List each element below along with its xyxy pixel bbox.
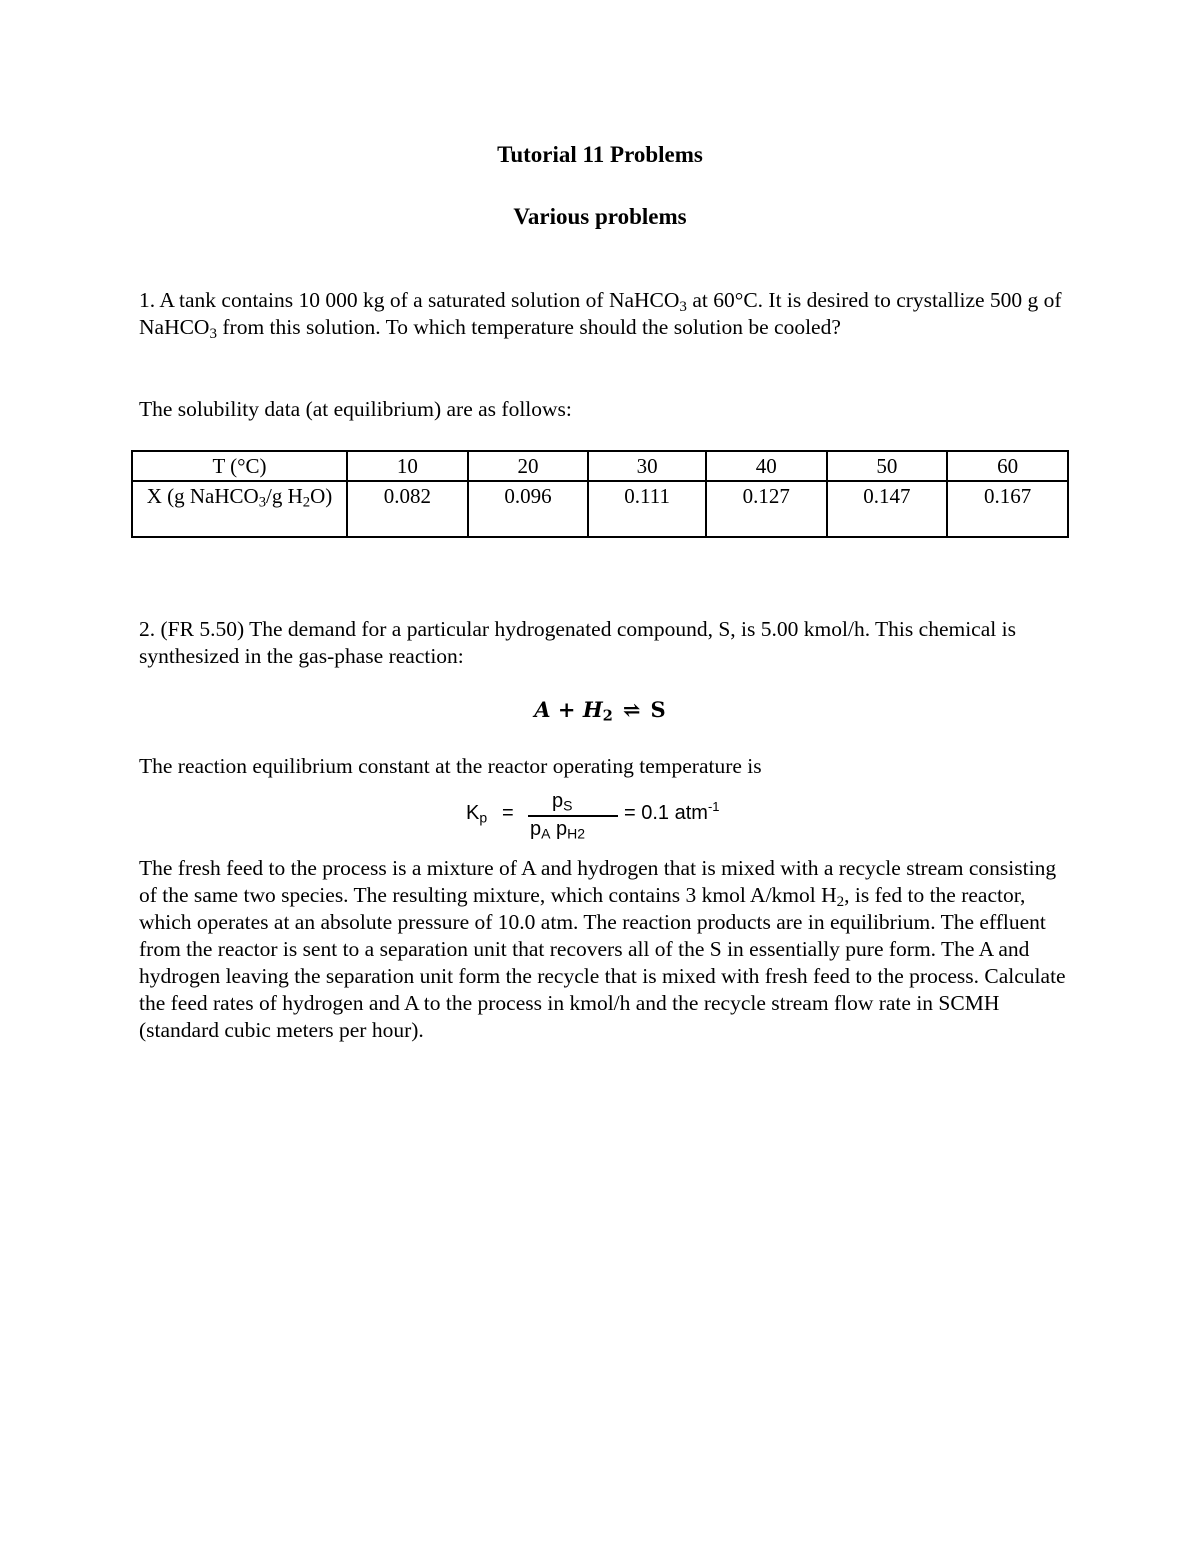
table-row <box>132 451 1068 481</box>
solubility-intro: The solubility data (at equilibrium) are as follows: <box>139 397 572 421</box>
table-cell: 10 <box>347 451 468 481</box>
table-cell: 0.096 <box>468 481 589 537</box>
kp-denominator: $p_A$ $p_{H2}$ <box>530 818 586 842</box>
table-cell: 60 <box>947 451 1068 481</box>
fraction-bar <box>528 815 618 817</box>
row-label-temperature: T (°C) <box>132 451 347 481</box>
kp-symbol: $K_p$ <box>466 802 488 826</box>
table-cell: 30 <box>588 451 705 481</box>
table-row <box>132 481 1068 537</box>
kp-intro: The reaction equilibrium constant at the reactor operating temperature is <box>139 754 762 778</box>
table-cell: 0.147 <box>827 481 948 537</box>
problem-2-body: The fresh feed to the process is a mixture of A and hydrogen that is mixed with a recycle stream consisting of the same two species. The resulting mixture, which contains 3 kmol A/kmol $H_2$, is fed to the reactor, which operates at an absolute pressure of 10.0 atm. The reaction products are in equilibrium. The effluent from the reactor is sent to a separation unit that recovers all of the S in essentially pure form. The A and hydrogen leaving the separation unit form the recycle that is mixed with fresh feed to the process. Calculate the feed rates of hydrogen and A to the process in kmol/h and the recycle stream flow rate in SCMH (standard cubic meters per hour). <box>139 856 1066 1042</box>
table-cell: 0.167 <box>947 481 1068 537</box>
kp-equation <box>466 790 766 850</box>
kp-numerator: $p_S$ <box>552 790 573 814</box>
reaction-equation: $A + H_2$ ⇌ S <box>534 697 666 725</box>
table-cell: 40 <box>706 451 827 481</box>
row-label-solubility: X (g NaHCO$_3$/g $H_2O$) <box>132 481 347 537</box>
solubility-table <box>131 450 1069 538</box>
page-subtitle: Various problems <box>513 204 687 229</box>
problem-2-intro: 2. (FR 5.50) The demand for a particular hydrogenated compound, S, is 5.00 kmol/h. This chemical is synthesized in the gas-phase reaction: <box>139 617 1016 668</box>
page-title: Tutorial 11 Problems <box>497 142 703 167</box>
kp-value: = 0.1 atm$^{-1}$ <box>624 799 720 824</box>
table-cell: 0.127 <box>706 481 827 537</box>
table-cell: 50 <box>827 451 948 481</box>
table-cell: 20 <box>468 451 589 481</box>
kp-equals: = <box>502 802 514 824</box>
table-cell: 0.111 <box>588 481 705 537</box>
problem-1-statement: 1. A tank contains 10 000 kg of a saturated solution of NaHCO$_3$ at 60°C. It is desired to crystallize 500 g of NaHCO$_3$ from this solution. To which temperature should the solution be cooled? <box>139 288 1062 342</box>
table-cell: 0.082 <box>347 481 468 537</box>
